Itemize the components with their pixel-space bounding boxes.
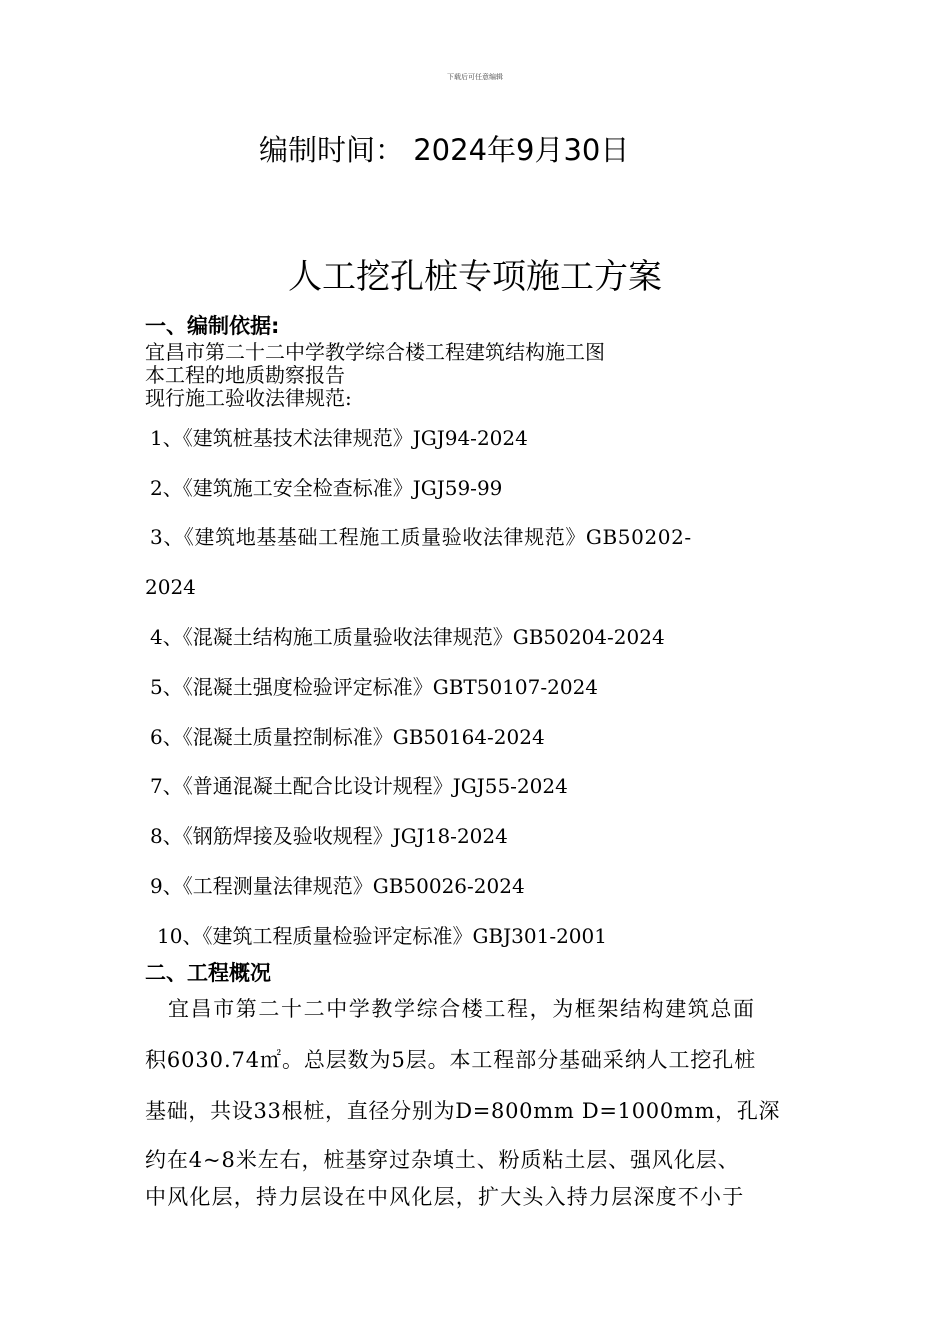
overview-paragraph-line: 约在4~8米左右，桩基穿过杂填土、粉质粘土层、强风化层、 (145, 1148, 740, 1172)
reference-item: 2、《建筑施工安全检查标准》JGJ59-99 (150, 476, 503, 500)
reference-item: 4、《混凝土结构施工质量验收法律规范》GB50204-2024 (150, 625, 665, 649)
section-heading-basis: 一、编制依据: (145, 314, 280, 338)
compile-date: 编制时间： 2024年9月30日 (259, 133, 630, 167)
overview-paragraph-line: 积6030.74㎡。总层数为5层。本工程部分基础采纳人工挖孔桩 (145, 1048, 757, 1072)
overview-paragraph-line: 中风化层，持力层设在中风化层，扩大头入持力层深度不小于 (145, 1185, 745, 1209)
reference-item: 7、《普通混凝土配合比设计规程》JGJ55-2024 (150, 774, 568, 798)
reference-item: 8、《钢筋焊接及验收规程》JGJ18-2024 (150, 824, 508, 848)
reference-item: 10、《建筑工程质量检验评定标准》GBJ301-2001 (157, 924, 607, 948)
overview-paragraph-line: 宜昌市第二十二中学教学综合楼工程，为框架结构建筑总面 (168, 997, 756, 1021)
basis-line-geology-report: 本工程的地质勘察报告 (145, 363, 345, 387)
reference-item: 1、《建筑桩基技术法律规范》JGJ94-2024 (150, 426, 528, 450)
reference-item: 5、《混凝土强度检验评定标准》GBT50107-2024 (150, 675, 599, 699)
reference-item: 3、《建筑地基基础工程施工质量验收法律规范》GB50202- (150, 525, 692, 549)
reference-item: 6、《混凝土质量控制标准》GB50164-2024 (150, 725, 545, 749)
reference-item-continuation: 2024 (145, 575, 196, 599)
document-title: 人工挖孔桩专项施工方案 (288, 257, 662, 297)
basis-line-standards-intro: 现行施工验收法律规范: (145, 386, 352, 410)
overview-paragraph-line: 基础，共设33根桩，直径分别为D=800mm D=1000mm，孔深 (145, 1099, 781, 1123)
section-heading-overview: 二、工程概况 (145, 961, 271, 985)
basis-line-drawings: 宜昌市第二十二中学教学综合楼工程建筑结构施工图 (145, 340, 605, 364)
header-note: 下载后可任意编辑 (447, 73, 503, 81)
reference-item: 9、《工程测量法律规范》GB50026-2024 (150, 874, 525, 898)
